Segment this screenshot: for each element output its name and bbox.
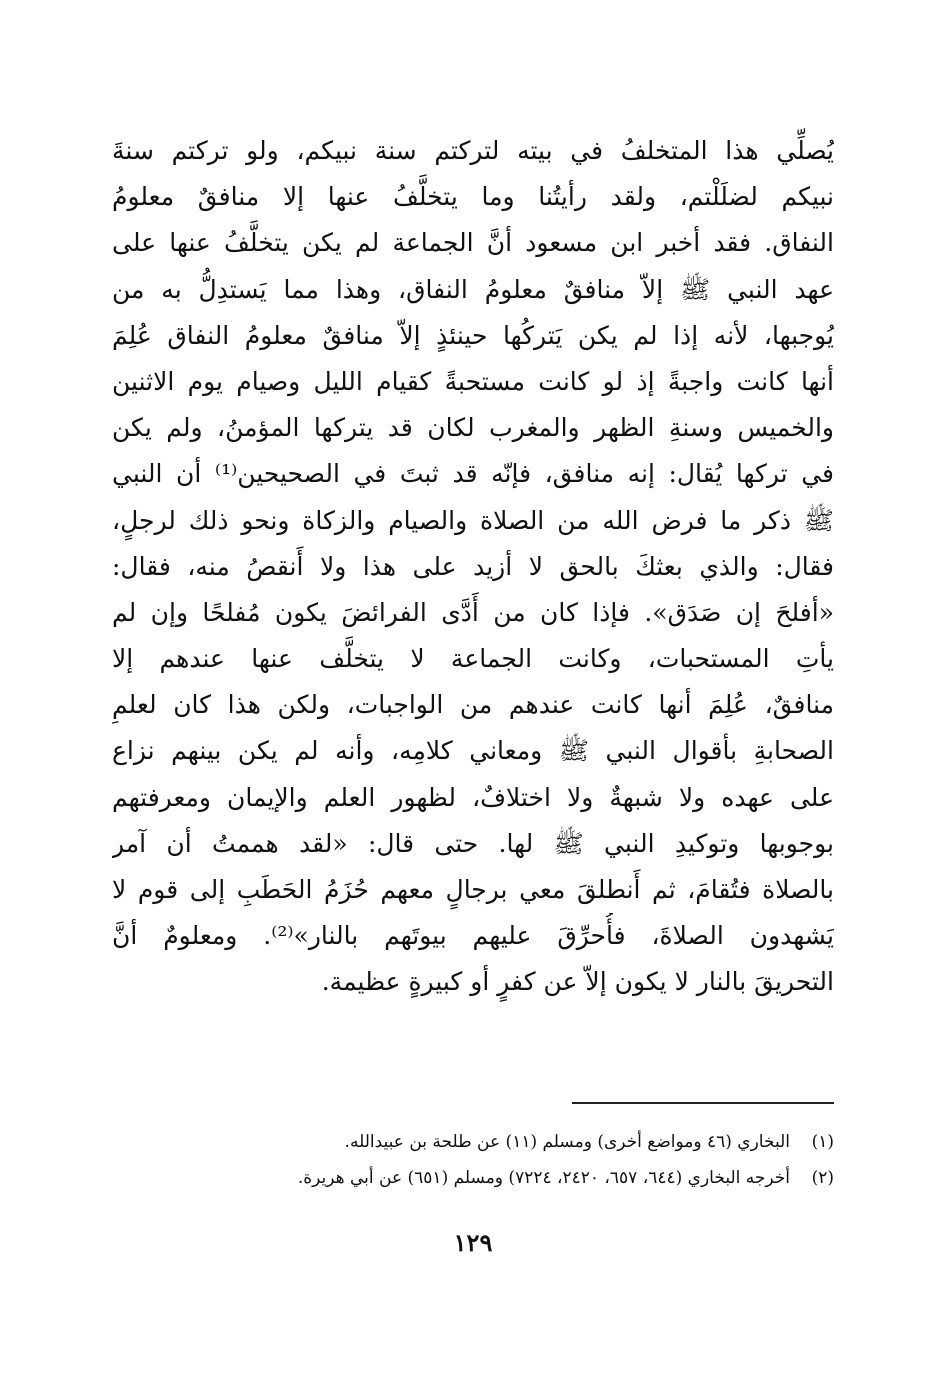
footnote-text: أخرجه البخاري (٦٤٤، ٦٥٧، ٢٤٢٠، ٧٢٢٤) ومسلم (٦٥١) عن أبي هريرة. bbox=[297, 1168, 790, 1188]
text-line: منافقٌ، عُلِمَ أنها كانت عندهم من الواجبات، ولكن هذا كان لعلمِ bbox=[112, 690, 834, 720]
text-line: بالصلاة فتُقامَ، ثم أَنطلقَ معي برجالٍ معهم حُزَمُ الحَطَبِ إلى قوم لا bbox=[112, 875, 834, 904]
text-line: فقال: والذي بعثكَ بالحق لا أزيد على هذا ولا أَنقصُ منه، فقال: bbox=[112, 551, 834, 581]
text-line: يَشهدون الصلاةَ، فأُحرِّقَ عليهم بيوتَهم بالنار»⁽²⁾. ومعلومٌ أنَّ bbox=[112, 921, 834, 951]
text-line: يأتِ المستحبات، وكانت الجماعة لا يتخلَّف عنها عندهم إلا bbox=[112, 644, 834, 674]
text-line: أنها كانت واجبةً إذ لو كانت مستحبةً كقيام الليل وصيام يوم الاثنين bbox=[112, 366, 834, 396]
text-line: والخميس وسنةِ الظهر والمغرب لكان قد يتركها المؤمنُ، ولم يكن bbox=[112, 413, 834, 443]
footnote-number: (٢) bbox=[811, 1168, 834, 1188]
text-line-last: التحريقَ بالنار لا يكون إلاّ عن كفرٍ أو كبيرةٍ عظيمة. bbox=[321, 967, 834, 997]
text-line: الصحابةِ بأقوال النبي ﷺ ومعاني كلامِه، وأنه لم يكن بينهم نزاع bbox=[112, 736, 834, 766]
footnote-text: البخاري (٤٦ ومواضع أخرى) ومسلم (١١) عن طلحة بن عبيدالله. bbox=[344, 1132, 790, 1152]
text-line: يُوجبها، لأنه إذا لم يكن يَتركُها حينئذٍ إلاّ منافقٌ معلومُ النفاق عُلِمَ bbox=[112, 320, 834, 350]
text-line: «أفلحَ إن صَدَق». فإذا كان من أَدَّى الفرائضَ يكون مُفلحًا وإن لم bbox=[112, 597, 834, 627]
main-text bbox=[112, 128, 834, 1006]
page-number: ١٢٩ bbox=[453, 1228, 493, 1257]
text-line: ﷺ ذكر ما فرض الله من الصلاة والصيام والزكاة ونحو ذلك لرجلٍ، bbox=[112, 505, 834, 535]
footnote-separator bbox=[572, 1102, 834, 1104]
footnote-1 bbox=[112, 1124, 834, 1160]
text-line: النفاق. فقد أخبر ابن مسعود أنَّ الجماعة لم يكن يتخلَّفُ عنها على bbox=[112, 228, 834, 258]
footnotes bbox=[112, 1124, 834, 1196]
text-line: بوجوبها وتوكيدِ النبي ﷺ لها. حتى قال: «لقد هممتُ أن آمر bbox=[112, 828, 834, 858]
text-line: يُصلِّي هذا المتخلفُ في بيته لتركتم سنة نبيكم، ولو تركتم سنةَ bbox=[112, 136, 834, 165]
text-line: عهد النبي ﷺ إلاّ منافقٌ معلومُ النفاق، وهذا مما يَستدِلُّ به من bbox=[112, 274, 834, 304]
footnote-number: (١) bbox=[811, 1132, 834, 1152]
text-line: في تركها يُقال: إنه منافق، فإنّه قد ثبتَ في الصحيحين⁽¹⁾ أن النبي bbox=[112, 459, 834, 489]
text-line: نبيكم لضلَلْتم، ولقد رأيتُنا وما يتخلَّفُ عنها إلا منافقٌ معلومُ bbox=[112, 182, 834, 212]
text-line: على عهده ولا شبهةٌ ولا اختلافٌ، لظهور العلم والإيمان ومعرفتهم bbox=[112, 782, 834, 812]
footnote-2 bbox=[112, 1160, 834, 1196]
